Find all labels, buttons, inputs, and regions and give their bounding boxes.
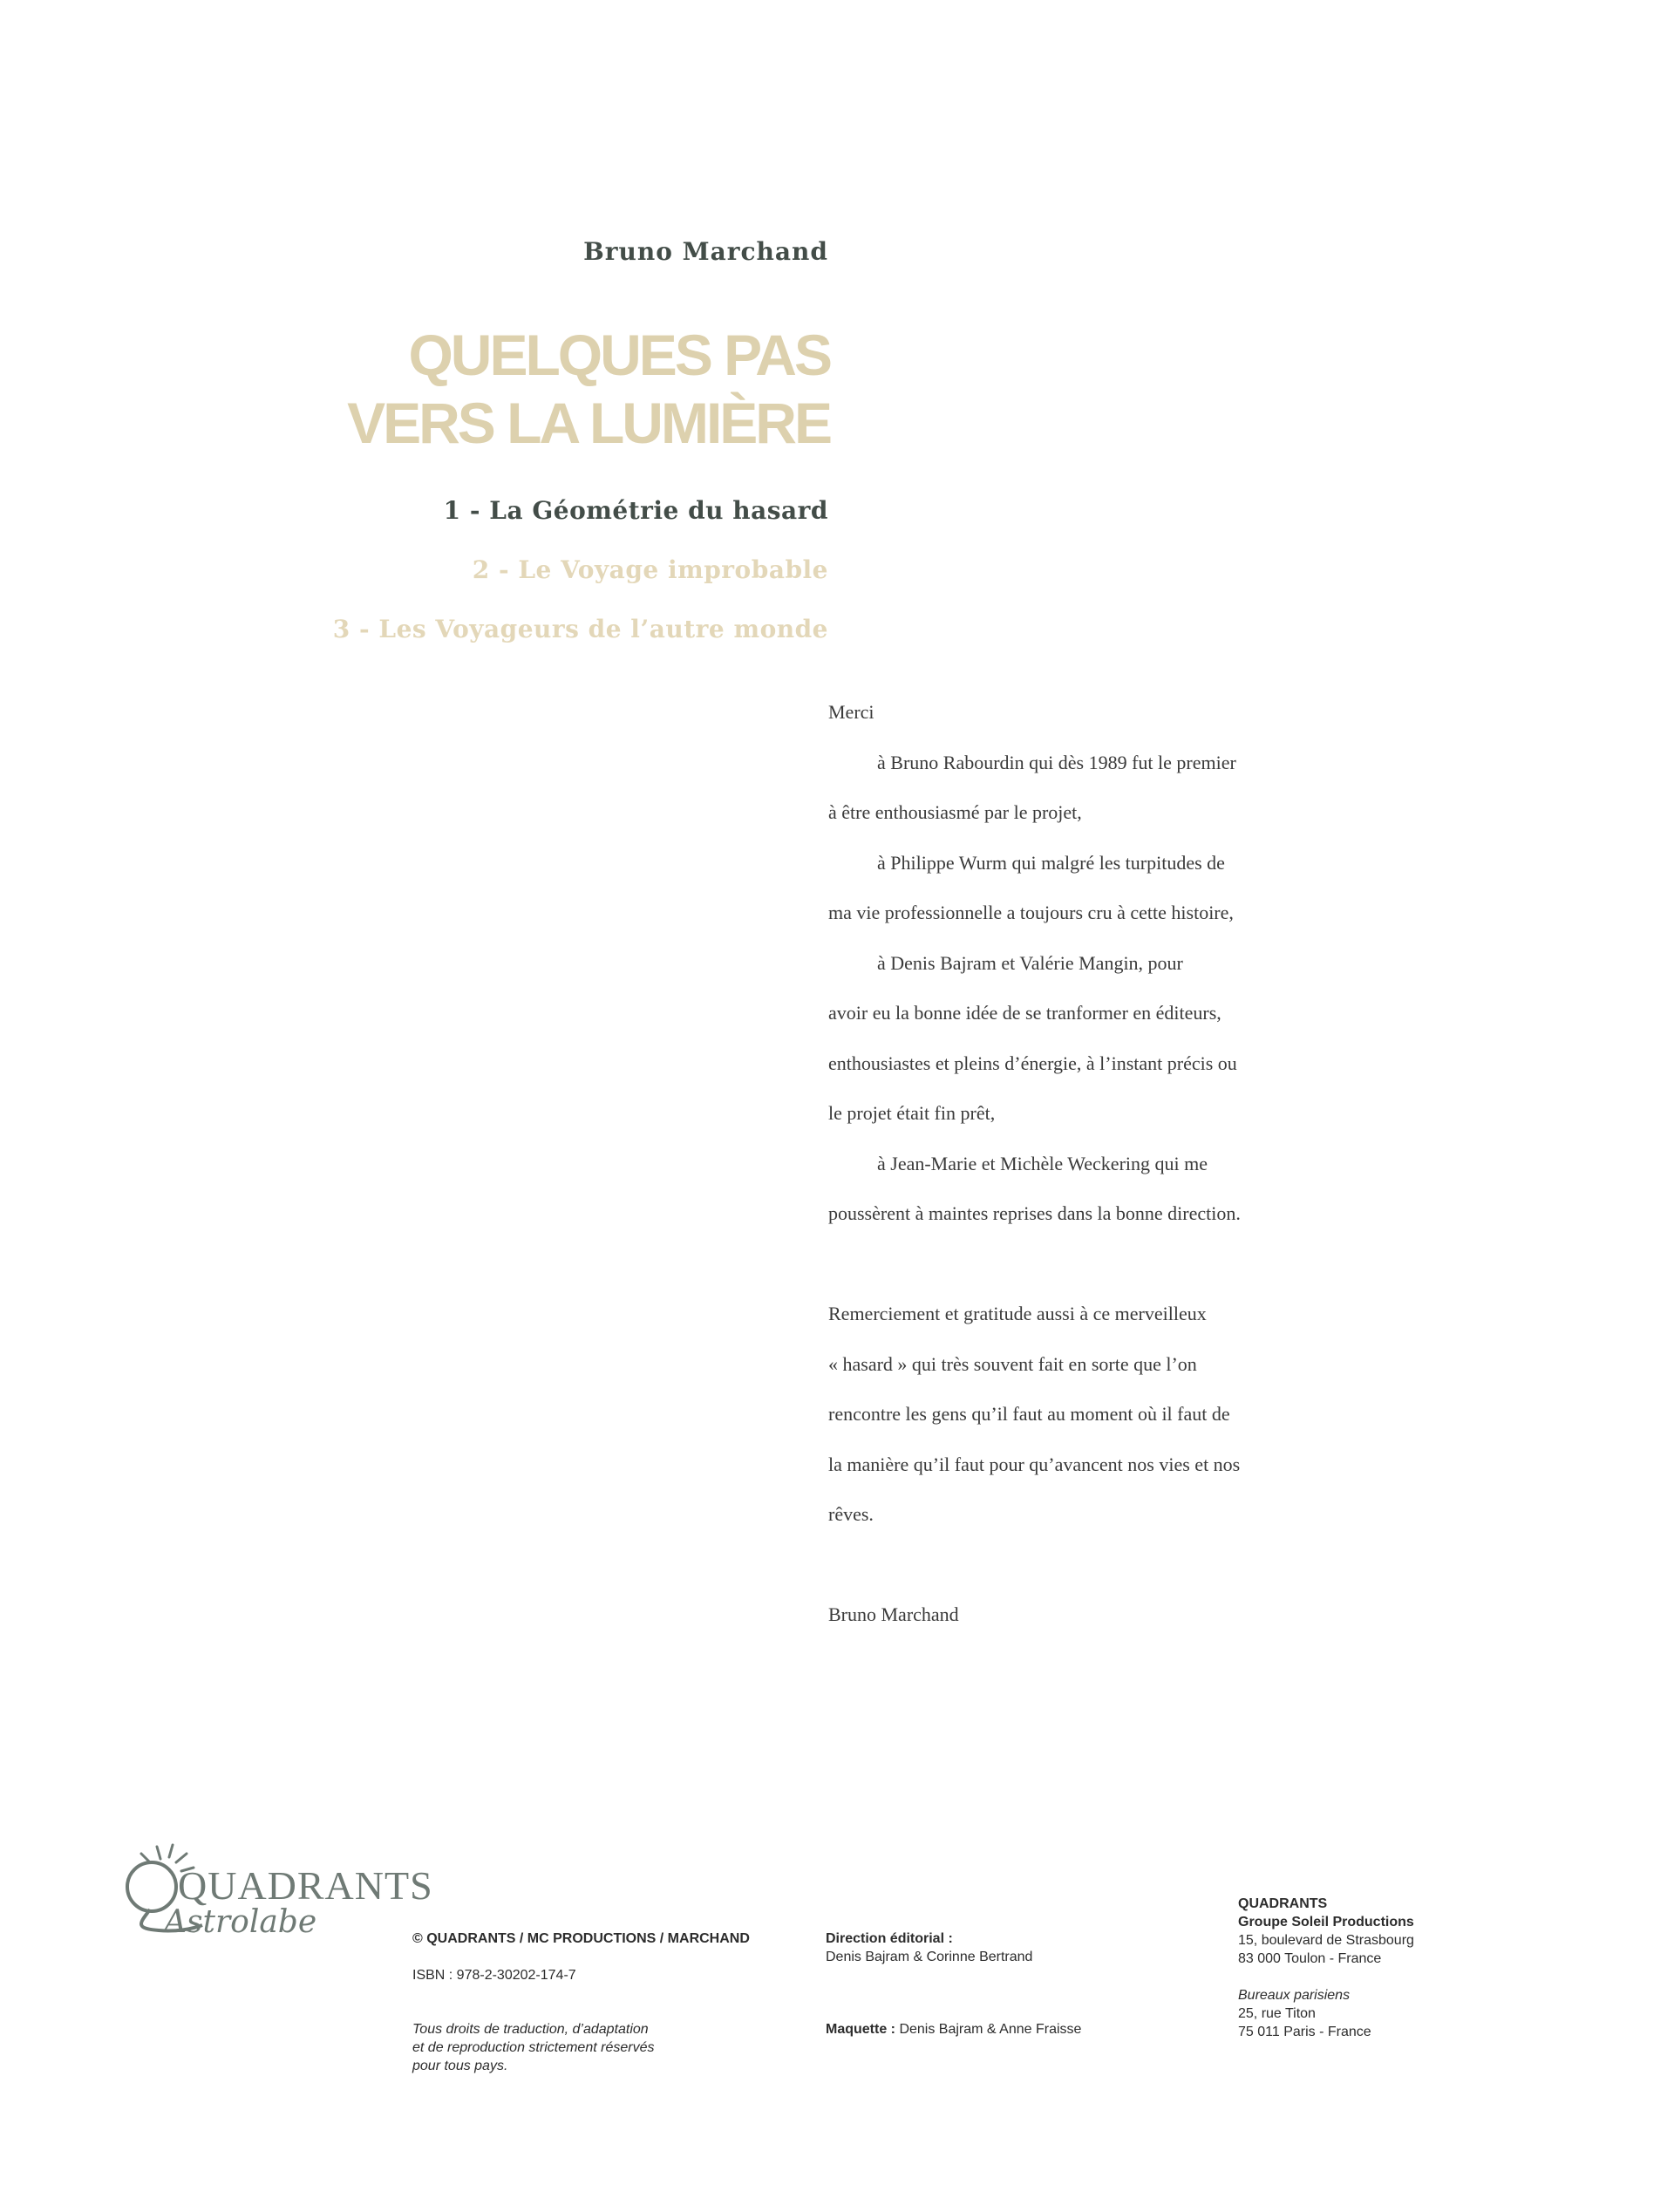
publisher-name: QUADRANTS: [1238, 1896, 1328, 1911]
thanks-heading: Merci: [828, 701, 874, 723]
copyright: © QUADRANTS / MC PRODUCTIONS / MARCHAND: [412, 1931, 750, 1946]
paris-street: 25, rue Titon: [1238, 2006, 1316, 2021]
volume-2-title: 2 - Le Voyage improbable: [472, 555, 828, 584]
direction-label: Direction éditorial :: [826, 1931, 953, 1946]
author-name: Bruno Marchand: [583, 237, 828, 266]
thanks-line: enthousiastes et pleins d’énergie, à l’instant précis ou: [828, 1052, 1237, 1074]
rights-line: Tous droits de traduction, d’adaptation: [412, 2022, 649, 2037]
volume-3-title: 3 - Les Voyageurs de l’autre monde: [332, 615, 828, 643]
remerciement-line: la manière qu’il faut pour qu’avancent nos vies et nos: [828, 1453, 1241, 1475]
logo-wordmark: QUADRANTS: [178, 1863, 433, 1908]
publisher-city: 83 000 Toulon - France: [1238, 1951, 1382, 1966]
thanks-line: avoir eu la bonne idée de se tranformer en éditeurs,: [828, 1002, 1221, 1024]
maquette-names: Denis Bajram & Anne Fraisse: [895, 2022, 1082, 2037]
thanks-line: poussèrent à maintes reprises dans la bonne direction.: [828, 1202, 1241, 1224]
rights-notice: [412, 2020, 654, 2075]
thanks-line: à Philippe Wurm qui malgré les turpitudes de: [877, 851, 1225, 874]
paris-office-label: Bureaux parisiens: [1238, 1988, 1351, 2003]
remerciement-line: « hasard » qui très souvent fait en sorte que l’on: [828, 1352, 1197, 1375]
paragraph-gap: [828, 1239, 1245, 1290]
publisher-address: [1238, 1895, 1414, 2041]
volume-1-title: 1 - La Géométrie du hasard: [443, 496, 828, 525]
thanks-line: à être enthousiasmé par le projet,: [828, 801, 1082, 823]
remerciement-line: Remerciement et gratitude aussi à ce merveilleux: [828, 1303, 1207, 1324]
logo-subtitle: Astrolabe: [164, 1904, 317, 1940]
isbn: ISBN : 978-2-30202-174-7: [412, 1968, 576, 1983]
thanks-line: à Jean-Marie et Michèle Weckering qui me: [877, 1152, 1208, 1174]
thanks-line: ma vie professionnelle a toujours cru à cette histoire,: [828, 902, 1234, 923]
thanks-line: le projet était fin prêt,: [828, 1102, 996, 1124]
editorial-direction: [826, 1930, 1032, 1966]
remerciement-line: rencontre les gens qu’il faut au moment où il faut de: [828, 1403, 1230, 1425]
publisher-group: Groupe Soleil Productions: [1238, 1915, 1414, 1930]
acknowledgements: [828, 687, 1245, 1640]
paragraph-gap: [828, 1540, 1245, 1590]
book-title-line-2: VERS LA LUMIÈRE: [347, 391, 830, 455]
quadrants-astrolabe-logo: [115, 1841, 433, 1950]
book-title: [347, 321, 830, 457]
signature: Bruno Marchand: [828, 1603, 959, 1625]
maquette-label: Maquette :: [826, 2022, 895, 2037]
remerciement-line: rêves.: [828, 1503, 874, 1525]
layout-credit: [826, 2020, 1081, 2038]
rights-line: pour tous pays.: [412, 2059, 508, 2073]
direction-names: Denis Bajram & Corinne Bertrand: [826, 1950, 1033, 1964]
paris-city: 75 011 Paris - France: [1238, 2025, 1371, 2039]
publisher-street: 15, boulevard de Strasbourg: [1238, 1933, 1414, 1948]
book-title-line-1: QUELQUES PAS: [408, 323, 830, 387]
thanks-line: à Bruno Rabourdin qui dès 1989 fut le premier: [877, 751, 1236, 773]
thanks-line: à Denis Bajram et Valérie Mangin, pour: [877, 951, 1183, 974]
rights-line: et de reproduction strictement réservés: [412, 2040, 655, 2055]
